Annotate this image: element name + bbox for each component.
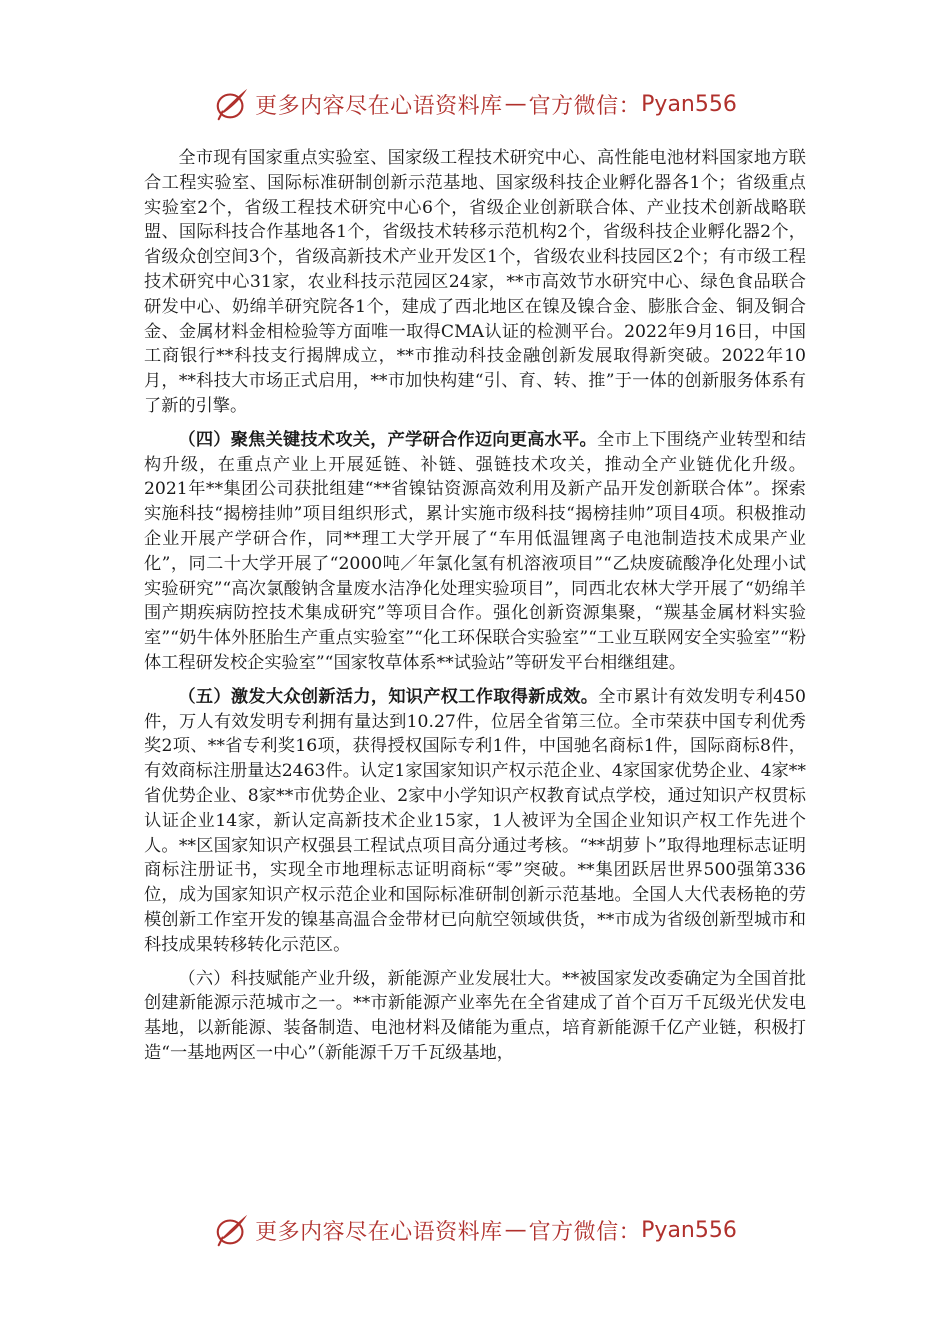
quill-logo-icon xyxy=(213,1211,251,1249)
footer-watermark-banner xyxy=(0,1208,950,1252)
document-body xyxy=(144,146,806,1066)
paragraph-heading: （五）激发大众创新活力，知识产权工作取得新成效。 xyxy=(178,686,599,707)
banner-wechat-id: Pyan556 xyxy=(641,91,737,117)
paragraph-new-energy xyxy=(144,967,806,1066)
header-watermark-banner xyxy=(0,82,950,126)
paragraph-tech-research xyxy=(144,428,806,676)
paragraph-lab-platforms xyxy=(144,146,806,419)
banner-wechat-id: Pyan556 xyxy=(641,1217,737,1243)
paragraph-text: （六）科技赋能产业升级，新能源产业发展壮大。**被国家发改委确定为全国首批创建新能源示范城市之一。**市新能源产业率先在全省建成了首个百万千瓦级光伏发电基地，以新能源、装备制造、电池材料及储能为重点，培育新能源千亿产业链，积极打造“一基地两区一中心”（新能源千万千瓦级基地， xyxy=(144,968,806,1063)
banner-wechat-label: 官方微信： xyxy=(528,1219,642,1245)
quill-logo-icon xyxy=(213,85,251,123)
paragraph-heading: （四）聚焦关键技术攻关，产学研合作迈向更高水平。 xyxy=(178,429,597,450)
paragraph-text: 全市现有国家重点实验室、国家级工程技术研究中心、高性能电池材料国家地方联合工程实验室、国际标准研制创新示范基地、国家级科技企业孵化器各1个；省级重点实验室2个，省级工程技术研究中心6个，省级企业创新联合体、产业技术创新战略联盟、国际科技合作基地各1个，省级技术转移示范机构2个，省级科技企业孵化器2个，省级众创空间3个，省级高新技术产业开发区1个，省级农业科技园区2个；有市级工程技术研究中心31家，农业科技示范园区24家，**市高效节水研究中心、绿色食品联合研发中心、奶绵羊研究院各1个，建成了西北地区在镍及镍合金、膨胀合金、铜及铜合金、金属材料金相检验等方面唯一取得CMA认证的检测平台。2022年9月16日，中国工商银行**科技支行揭牌成立，**市推动科技金融创新发展取得新突破。2022年10月，**科技大市场正式启用，**市加快构建“引、育、转、推”于一体的创新服务体系有了新的引擎。 xyxy=(144,148,806,416)
banner-brand: 更多内容尽在心语资料库 xyxy=(255,93,503,119)
banner-wechat-label: 官方微信： xyxy=(528,93,642,119)
paragraph-text: 全市上下围绕产业转型和结构升级，在重点产业上开展延链、补链、强链技术攻关，推动全产业链优化升级。2021年**集团公司获批组建“**省镍钴资源高效利用及新产品开发创新联合体”。探索实施科技“揭榜挂帅”项目组织形式，累计实施市级科技“揭榜挂帅”项目4项。积极推动企业开展产学研合作，同**理工大学开展了“车用低温锂离子电池制造技术成果产业化”，同二十大学开展了“2000吨／年氯化氢有机溶液项目”“乙炔废硫酸净化处理小试实验研究”“高次氯酸钠含量废水洁净化处理实验项目”，同西北农林大学开展了“奶绵羊围产期疾病防控技术集成研究”等项目合作。强化创新资源集聚，“羰基金属材料实验室”“奶牛体外胚胎生产重点实验室”“化工环保联合实验室”“工业互联网安全实验室”“粉体工程研发校企实验室”“国家牧草体系**试验站”等研发平台相继组建。 xyxy=(144,429,806,673)
banner-separator: — xyxy=(504,1217,527,1243)
banner-separator: — xyxy=(504,91,527,117)
paragraph-ip-achievements xyxy=(144,685,806,958)
banner-brand: 更多内容尽在心语资料库 xyxy=(255,1219,503,1245)
paragraph-text: 全市累计有效发明专利450件，万人有效发明专利拥有量达到10.27件，位居全省第三位。全市荣获中国专利优秀奖2项、**省专利奖16项，获得授权国际专利1件，中国驰名商标1件，国际商标8件，有效商标注册量达2463件。认定1家国家知识产权示范企业、4家国家优势企业、4家**省优势企业、8家**市优势企业、2家中小学知识产权教育试点学校，通过知识产权贯标认证企业14家，新认定高新技术企业15家，1人被评为全国企业知识产权工作先进个人。**区国家知识产权强县工程试点项目高分通过考核。“**胡萝卜”取得地理标志证明商标注册证书，实现全市地理标志证明商标“零”突破。**集团跃居世界500强第336位，成为国家知识产权示范企业和国际标准研制创新示范基地。全国人大代表杨艳的劳模创新工作室开发的镍基高温合金带材已向航空领域供货，**市成为省级创新型城市和科技成果转移转化示范区。 xyxy=(144,686,806,955)
